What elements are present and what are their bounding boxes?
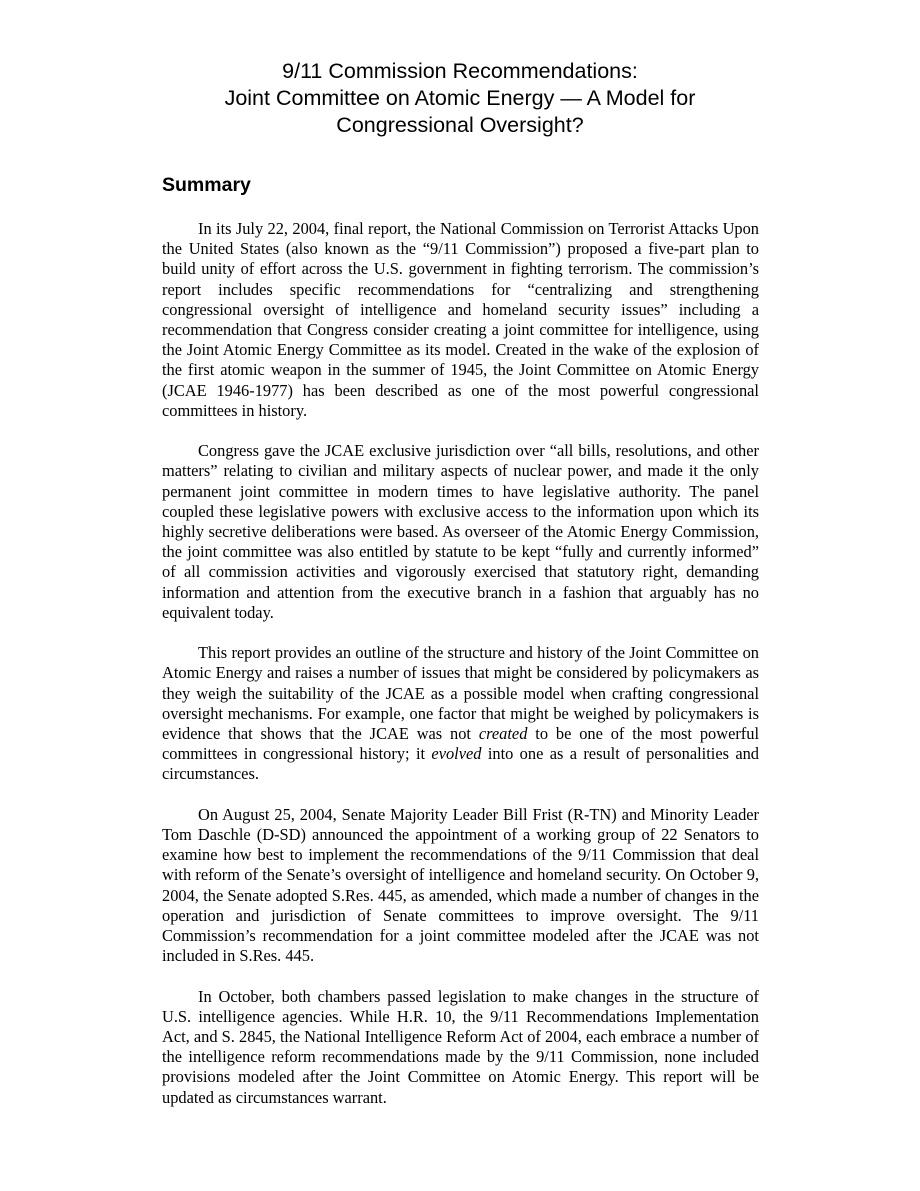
report-title-line-1: 9/11 Commission Recommendations:	[282, 59, 638, 83]
summary-paragraph-4: On August 25, 2004, Senate Majority Leader Bill Frist (R-TN) and Minority Leader Tom Daschle (D-SD) announced the appointment of a working group of 22 Senators to examine how best to implement the recommendations of the 9/11 Commission that deal with reform of the Senate’s oversight of intelligence and homeland security. On October 9, 2004, the Senate adopted S.Res. 445, as amended, which made a number of changes in the operation and jurisdiction of Senate committees to improve oversight. The 9/11 Commission’s recommendation for a joint committee modeled after the JCAE was not included in S.Res. 445.	[162, 804, 759, 966]
report-title	[160, 58, 760, 139]
report-title-line-2: Joint Committee on Atomic Energy — A Model for	[224, 86, 696, 110]
paragraph-3-text-b: to be one of the most powerful committees in congressional history; it	[162, 724, 760, 764]
paragraph-3-text-a: This report provides an outline of the structure and history of the Joint Committee on Atomic Energy and raises a number of issues that might be considered by policymakers as they weigh the suitability of the JCAE as a possible model when crafting congressional oversight mechanisms. For example, one factor that might be weighed by policymakers is evidence that shows that the JCAE was not	[162, 643, 759, 744]
summary-paragraph-5: In October, both chambers passed legislation to make changes in the structure of U.S. intelligence agencies. While H.R. 10, the 9/11 Recommendations Implementation Act, and S. 2845, the National Intelligence Reform Act of 2004, each embrace a number of the intelligence reform recommendations made by the 9/11 Commission, none included provisions modeled after the Joint Committee on Atomic Energy. This report will be updated as circumstances warrant.	[162, 986, 759, 1107]
summary-paragraph-3	[162, 643, 759, 784]
section-heading-summary: Summary	[162, 174, 251, 196]
summary-paragraph-1: In its July 22, 2004, final report, the National Commission on Terrorist Attacks Upon the United States (also known as the “9/11 Commission”) proposed a five-part plan to build unity of effort across the U.S. government in fighting terrorism. The commission’s report includes specific recommendations for “centralizing and strengthening congressional oversight of intelligence and homeland security issues” including a recommendation that Congress consider creating a joint committee for intelligence, using the Joint Atomic Energy Committee as its model. Created in the wake of the explosion of the first atomic weapon in the summer of 1945, the Joint Committee on Atomic Energy (JCAE 1946-1977) has been described as one of the most powerful congressional committees in history.	[162, 219, 759, 420]
report-title-line-3: Congressional Oversight?	[336, 113, 584, 137]
emphasis-evolved: evolved	[431, 744, 482, 764]
emphasis-created: created	[478, 724, 528, 744]
paragraph-3-text-c: into one as a result of personalities and circumstances.	[162, 744, 759, 784]
summary-body	[162, 219, 759, 1128]
summary-paragraph-2: Congress gave the JCAE exclusive jurisdiction over “all bills, resolutions, and other matters” relating to civilian and military aspects of nuclear power, and made it the only permanent joint committee in modern times to have legislative authority. The panel coupled these legislative powers with exclusive access to the information upon which its highly secretive deliberations were based. As overseer of the Atomic Energy Commission, the joint committee was also entitled by statute to be kept “fully and currently informed” of all commission activities and vigorously exercised that statutory right, demanding information and attention from the executive branch in a fashion that arguably has no equivalent today.	[162, 441, 759, 622]
